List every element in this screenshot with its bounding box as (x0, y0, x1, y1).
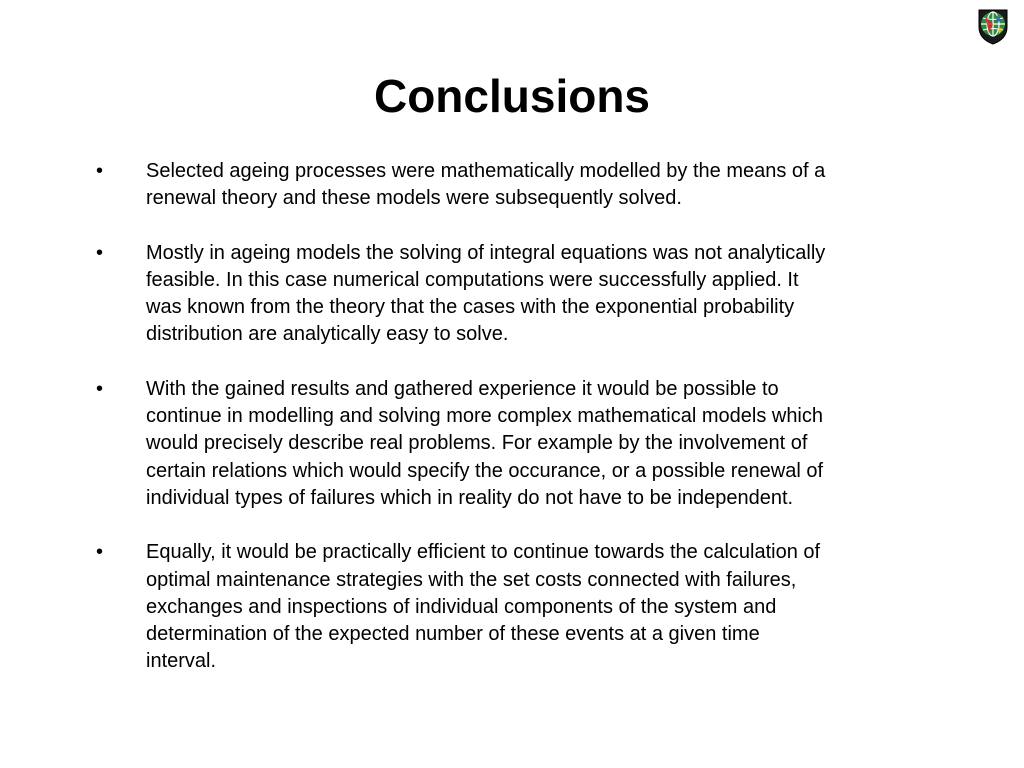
bullet-item (0, 376, 1024, 512)
bullet-text: With the gained results and gathered experience it would be possible to continue in modelling and solving more complex mathematical models which would precisely describe real problems. For example by the involvement of certain relations which would specify the occurance, or a possible renewal of individual types of failures which in reality do not have to be independent. (146, 377, 824, 509)
bullet-marker: • (96, 241, 104, 264)
bullet-text: Equally, it would be practically efficient to continue towards the calculation of optimal maintenance strategies with the set costs connected with failures, exchanges and inspections of individual components of the system and determination of the expected number of these events at a given time interval. (146, 541, 821, 673)
bullet-list (0, 158, 1024, 703)
bullet-marker: • (96, 377, 104, 400)
bullet-item (0, 539, 1024, 675)
globe-shield-icon (975, 7, 1011, 45)
bullet-marker: • (96, 160, 104, 182)
bullet-item (0, 240, 1024, 349)
bullet-item (0, 158, 1024, 213)
bullet-marker: • (96, 541, 104, 564)
bullet-text: Selected ageing processes were mathematically modelled by the means of a renewal theory and these models were subsequently solved. (146, 160, 826, 210)
bullet-text: Mostly in ageing models the solving of integral equations was not analytically feasible. In this case numerical computations were successfully applied. It was known from the theory that the cases with the exponential probability distribution are analytically easy to solve. (146, 241, 826, 346)
slide-title: Conclusions (373, 70, 651, 122)
